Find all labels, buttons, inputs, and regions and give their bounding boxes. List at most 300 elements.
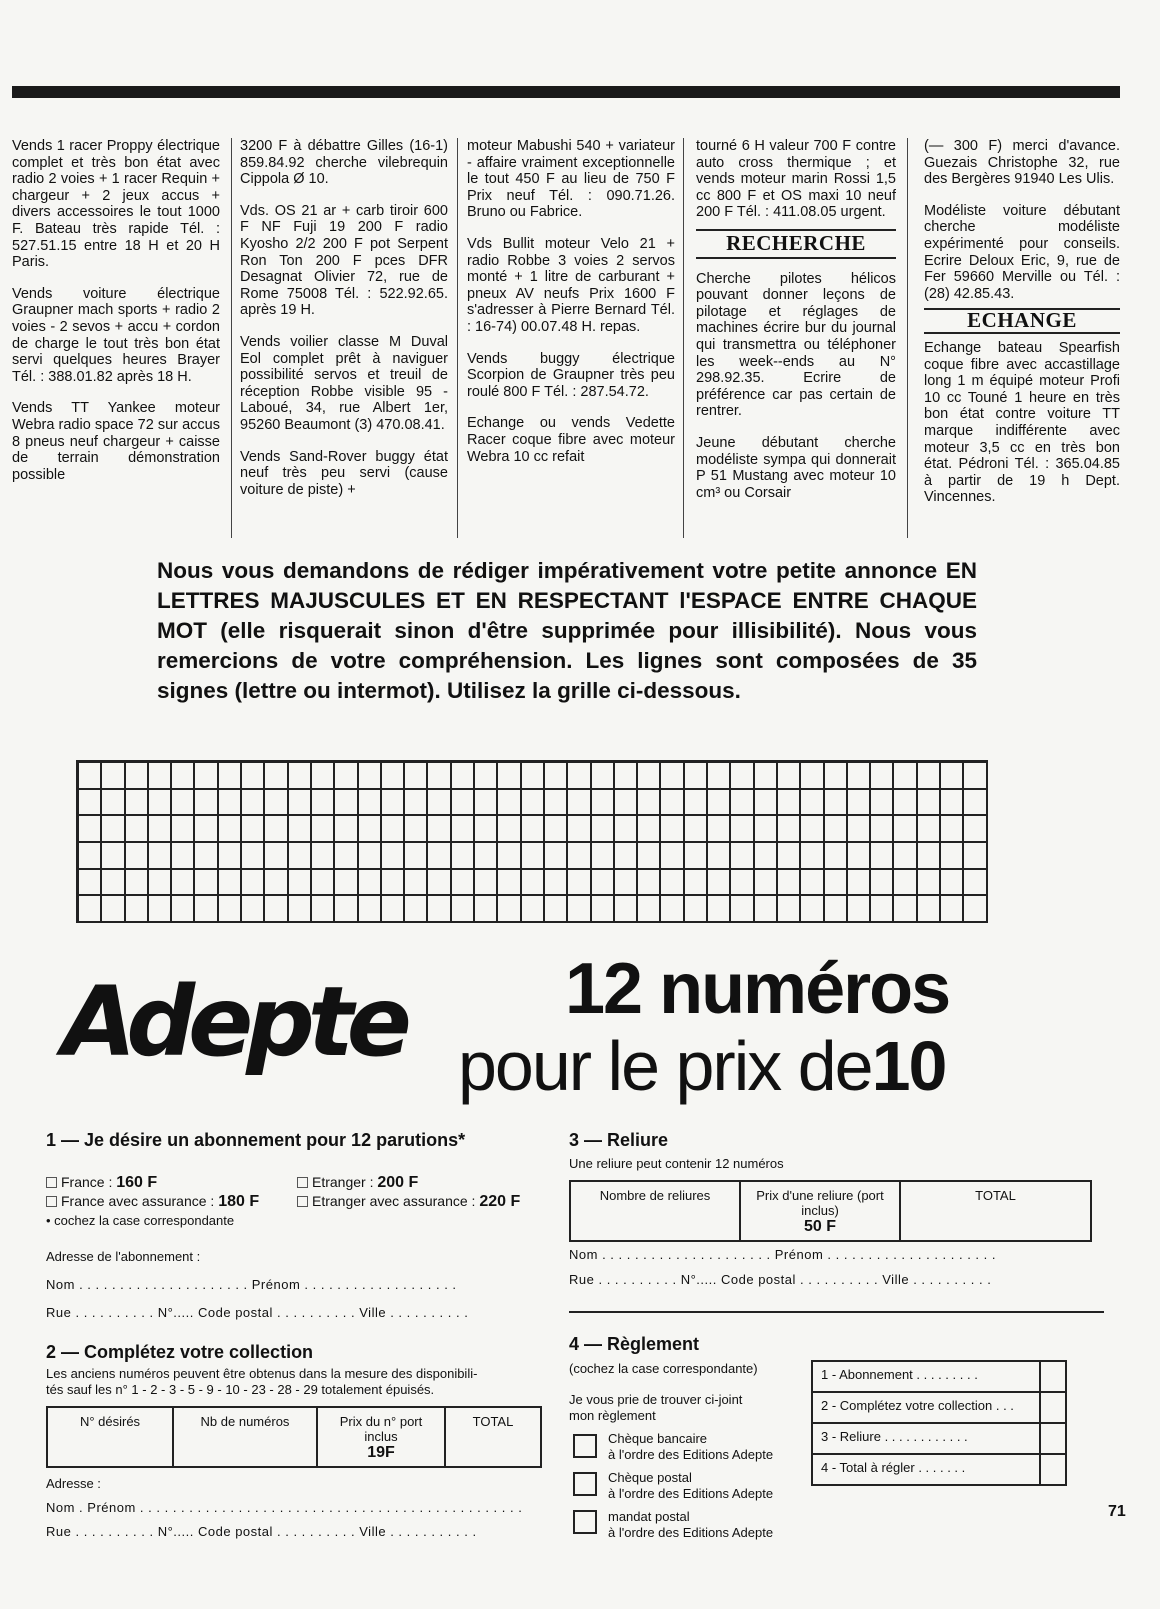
grid-cell[interactable] (195, 763, 218, 790)
subscription-address-label: Adresse de l'abonnement : (46, 1249, 201, 1264)
grid-cell[interactable] (79, 763, 102, 790)
binder-total-cell[interactable] (900, 1181, 1091, 1241)
grid-cell[interactable] (382, 870, 405, 897)
option-france[interactable] (46, 1174, 157, 1192)
grid-cell[interactable] (708, 870, 731, 897)
back-issues-numbers-cell[interactable] (47, 1407, 173, 1467)
grid-cell[interactable] (964, 763, 987, 790)
grid-cell[interactable] (265, 816, 288, 843)
grid-cell[interactable] (79, 843, 102, 870)
grid-cell[interactable] (428, 816, 451, 843)
grid-cell[interactable] (312, 816, 335, 843)
grid-cell[interactable] (638, 896, 661, 923)
grid-cell[interactable] (731, 896, 754, 923)
grid-cell[interactable] (172, 790, 195, 817)
grid-cell[interactable] (894, 843, 917, 870)
grid-cell[interactable] (918, 870, 941, 897)
grid-cell[interactable] (312, 896, 335, 923)
grid-cell[interactable] (592, 843, 615, 870)
payment-label: à l'ordre des Editions Adepte (608, 1486, 774, 1501)
grid-cell[interactable] (79, 816, 102, 843)
grid-cell[interactable] (848, 816, 871, 843)
name-field-row[interactable]: Nom . Prénom . . . . . . . . . . . . . . . . . . . . . . . . . . . . . . . . . . . . . . . . . . . . . . . (46, 1500, 523, 1515)
grid-cell[interactable] (941, 790, 964, 817)
field-label: Nom (569, 1247, 598, 1262)
grid-cell[interactable] (172, 870, 195, 897)
grid-cell[interactable] (382, 843, 405, 870)
grid-cell[interactable] (475, 870, 498, 897)
option-price: 180 F (218, 1193, 260, 1210)
grid-cell[interactable] (522, 843, 545, 870)
grid-cell[interactable] (661, 896, 684, 923)
section-1-title: 1 — Je désire un abonnement pour 12 parutions* (46, 1130, 466, 1150)
grid-cell[interactable] (475, 790, 498, 817)
grid-cell[interactable] (219, 763, 242, 790)
grid-cell[interactable] (964, 896, 987, 923)
payment-checkbox-cheque-postal[interactable] (573, 1472, 597, 1496)
grid-cell[interactable] (941, 816, 964, 843)
grid-cell[interactable] (894, 790, 917, 817)
ad-entry-grid[interactable] (76, 760, 988, 923)
grid-cell[interactable] (708, 763, 731, 790)
binder-count-cell[interactable] (570, 1181, 740, 1241)
option-etranger-assurance[interactable] (297, 1193, 520, 1211)
grid-cell[interactable] (498, 763, 521, 790)
grid-cell[interactable] (172, 763, 195, 790)
grid-cell[interactable] (428, 896, 451, 923)
grid-cell[interactable] (778, 790, 801, 817)
grid-row (79, 763, 988, 790)
grid-cell[interactable] (801, 816, 824, 843)
grid-cell[interactable] (102, 870, 125, 897)
grid-cell[interactable] (522, 870, 545, 897)
grid-cell[interactable] (685, 816, 708, 843)
grid-cell[interactable] (405, 816, 428, 843)
checkbox-note: • cochez la case correspondante (46, 1213, 235, 1228)
section-3-text: Une reliure peut contenir 12 numéros (569, 1156, 784, 1171)
grid-row (79, 896, 988, 923)
grid-row (79, 816, 988, 843)
classified-ad: 3200 F à débattre Gilles (16-1) 859.84.92 cherche vilebrequin Cippola Ø 10. (240, 138, 448, 188)
grid-cell[interactable] (172, 816, 195, 843)
grid-cell[interactable] (685, 790, 708, 817)
grid-cell[interactable] (871, 896, 894, 923)
grid-cell[interactable] (102, 843, 125, 870)
grid-cell[interactable] (545, 763, 568, 790)
grid-cell[interactable] (289, 763, 312, 790)
grid-cell[interactable] (126, 816, 149, 843)
column-divider (907, 138, 908, 538)
grid-cell[interactable] (615, 816, 638, 843)
grid-cell[interactable] (801, 790, 824, 817)
grid-cell[interactable] (335, 896, 358, 923)
grid-cell[interactable] (708, 816, 731, 843)
grid-cell[interactable] (126, 896, 149, 923)
grid-cell[interactable] (568, 896, 591, 923)
grid-cell[interactable] (219, 816, 242, 843)
grid-cell[interactable] (126, 763, 149, 790)
grid-cell[interactable] (755, 790, 778, 817)
grid-cell[interactable] (918, 790, 941, 817)
grid-cell[interactable] (638, 870, 661, 897)
grid-cell[interactable] (894, 763, 917, 790)
field-label: N°..... (157, 1524, 194, 1539)
grid-cell[interactable] (755, 870, 778, 897)
grid-cell[interactable] (359, 843, 382, 870)
price-value: 50 F (803, 1218, 836, 1235)
grid-cell[interactable] (126, 790, 149, 817)
grid-cell[interactable] (428, 843, 451, 870)
grid-cell[interactable] (289, 790, 312, 817)
grid-cell[interactable] (149, 843, 172, 870)
grid-cell[interactable] (242, 870, 265, 897)
grid-cell[interactable] (522, 896, 545, 923)
classified-column-3 (467, 138, 675, 538)
grid-cell[interactable] (149, 870, 172, 897)
grid-cell[interactable] (195, 816, 218, 843)
classified-ad: Vds Bullit moteur Velo 21 + radio Robbe 3 voies 2 servos monté + 1 litre de carburant + pneux AV neufs Prix 1600 F s'adresser à Pierre Bernard Tél. : 16-74) 00.07.48 H. repas. (467, 235, 675, 335)
grid-cell[interactable] (545, 790, 568, 817)
back-issues-total-cell[interactable] (445, 1407, 541, 1467)
classified-ad: Modéliste voiture débutant cherche modéliste expérimenté pour conseils. Ecrire Deloux Eric, 9, rue de Fer 59660 Merville ou Tél. : (28) 42.85.43. (924, 202, 1120, 302)
grid-cell[interactable] (335, 816, 358, 843)
grid-cell[interactable] (382, 790, 405, 817)
field-label: Nom (46, 1277, 75, 1292)
grid-cell[interactable] (731, 790, 754, 817)
grid-cell[interactable] (568, 843, 591, 870)
grid-cell[interactable] (941, 870, 964, 897)
grid-cell[interactable] (568, 816, 591, 843)
section-heading-recherche: RECHERCHE (696, 229, 896, 259)
grid-cell[interactable] (592, 790, 615, 817)
grid-cell[interactable] (685, 896, 708, 923)
grid-cell[interactable] (615, 763, 638, 790)
classified-ad: moteur Mabushi 540 + variateur - affaire vraiment exceptionnelle le tout 450 F au lieu de 750 F Prix neuf Tél. : 090.71.26. Bruno ou Fabrice. (467, 138, 675, 221)
address-field-row[interactable]: Rue . . . . . . . . . . N°..... Code postal . . . . . . . . . . Ville . . . . . . . . . . (46, 1305, 469, 1320)
grid-cell[interactable] (102, 896, 125, 923)
option-etranger[interactable] (297, 1174, 418, 1192)
grid-cell[interactable] (638, 843, 661, 870)
grid-cell[interactable] (289, 843, 312, 870)
grid-cell[interactable] (265, 896, 288, 923)
table-header: TOTAL (472, 1414, 514, 1429)
grid-cell[interactable] (405, 843, 428, 870)
checkbox[interactable] (297, 1196, 308, 1207)
grid-cell[interactable] (79, 896, 102, 923)
grid-cell[interactable] (661, 763, 684, 790)
grid-cell[interactable] (452, 763, 475, 790)
grid-cell[interactable] (428, 763, 451, 790)
grid-cell[interactable] (452, 816, 475, 843)
grid-cell[interactable] (359, 896, 382, 923)
grid-cell[interactable] (661, 870, 684, 897)
grid-cell[interactable] (894, 896, 917, 923)
grid-cell[interactable] (731, 870, 754, 897)
option-france-assurance[interactable] (46, 1193, 259, 1211)
price-value: 19F (367, 1444, 395, 1461)
grid-cell[interactable] (801, 870, 824, 897)
grid-cell[interactable] (498, 790, 521, 817)
grid-cell[interactable] (825, 816, 848, 843)
grid-cell[interactable] (801, 896, 824, 923)
grid-cell[interactable] (615, 790, 638, 817)
grid-cell[interactable] (871, 763, 894, 790)
grid-cell[interactable] (312, 763, 335, 790)
grid-cell[interactable] (79, 790, 102, 817)
summary-label: 1 - Abonnement (821, 1367, 913, 1382)
summary-amount-cell[interactable] (1040, 1392, 1066, 1423)
grid-cell[interactable] (452, 870, 475, 897)
grid-cell[interactable] (848, 843, 871, 870)
grid-cell[interactable] (102, 816, 125, 843)
grid-cell[interactable] (801, 843, 824, 870)
payment-checkbox-cheque-bancaire[interactable] (573, 1434, 597, 1458)
grid-cell[interactable] (592, 896, 615, 923)
grid-cell[interactable] (685, 870, 708, 897)
grid-cell[interactable] (848, 896, 871, 923)
grid-cell[interactable] (359, 790, 382, 817)
grid-cell[interactable] (638, 816, 661, 843)
grid-cell[interactable] (755, 896, 778, 923)
grid-cell[interactable] (708, 896, 731, 923)
grid-cell[interactable] (359, 763, 382, 790)
grid-cell[interactable] (894, 870, 917, 897)
address-field-row[interactable]: Rue . . . . . . . . . . N°..... Code postal . . . . . . . . . . Ville . . . . . . . . . . (569, 1272, 992, 1287)
grid-cell[interactable] (592, 870, 615, 897)
grid-cell[interactable] (825, 763, 848, 790)
grid-cell[interactable] (452, 896, 475, 923)
grid-cell[interactable] (312, 790, 335, 817)
grid-cell[interactable] (755, 816, 778, 843)
grid-cell[interactable] (475, 763, 498, 790)
grid-cell[interactable] (195, 843, 218, 870)
subscription-headline-2 (458, 1028, 945, 1104)
grid-cell[interactable] (312, 870, 335, 897)
grid-cell[interactable] (126, 843, 149, 870)
grid-cell[interactable] (475, 896, 498, 923)
grid-cell[interactable] (102, 763, 125, 790)
classifieds-columns (12, 138, 1120, 538)
grid-cell[interactable] (871, 816, 894, 843)
grid-cell[interactable] (522, 790, 545, 817)
grid-cell[interactable] (242, 816, 265, 843)
summary-amount-cell[interactable] (1040, 1423, 1066, 1454)
grid-cell[interactable] (405, 763, 428, 790)
grid-cell[interactable] (871, 843, 894, 870)
grid-cell[interactable] (638, 763, 661, 790)
grid-cell[interactable] (382, 763, 405, 790)
checkbox[interactable] (46, 1177, 57, 1188)
grid-cell[interactable] (335, 790, 358, 817)
grid-cell[interactable] (475, 816, 498, 843)
summary-amount-cell[interactable] (1040, 1361, 1066, 1392)
grid-cell[interactable] (825, 790, 848, 817)
grid-cell[interactable] (405, 870, 428, 897)
grid-cell[interactable] (894, 816, 917, 843)
grid-cell[interactable] (359, 816, 382, 843)
grid-cell[interactable] (545, 896, 568, 923)
grid-cell[interactable] (568, 790, 591, 817)
grid-cell[interactable] (126, 870, 149, 897)
grid-cell[interactable] (638, 790, 661, 817)
grid-cell[interactable] (871, 790, 894, 817)
grid-cell[interactable] (941, 896, 964, 923)
grid-cell[interactable] (825, 870, 848, 897)
grid-cell[interactable] (918, 896, 941, 923)
grid-cell[interactable] (755, 843, 778, 870)
grid-cell[interactable] (778, 896, 801, 923)
grid-cell[interactable] (825, 896, 848, 923)
grid-cell[interactable] (172, 896, 195, 923)
grid-cell[interactable] (801, 763, 824, 790)
grid-cell[interactable] (149, 763, 172, 790)
grid-cell[interactable] (545, 816, 568, 843)
grid-cell[interactable] (289, 870, 312, 897)
grid-cell[interactable] (242, 763, 265, 790)
section-2-text: Les anciens numéros peuvent être obtenus dans la mesure des disponibili- (46, 1366, 478, 1381)
payment-checkbox-mandat-postal[interactable] (573, 1510, 597, 1534)
summary-amount-cell[interactable] (1040, 1454, 1066, 1485)
grid-cell[interactable] (498, 870, 521, 897)
grid-cell[interactable] (149, 816, 172, 843)
grid-cell[interactable] (848, 790, 871, 817)
name-field-row[interactable]: Nom . . . . . . . . . . . . . . . . . . . . . Prénom . . . . . . . . . . . . . . . . . . . (46, 1277, 457, 1292)
grid-cell[interactable] (592, 816, 615, 843)
grid-cell[interactable] (685, 763, 708, 790)
grid-cell[interactable] (545, 843, 568, 870)
grid-cell[interactable] (405, 790, 428, 817)
grid-cell[interactable] (661, 790, 684, 817)
grid-cell[interactable] (219, 843, 242, 870)
grid-cell[interactable] (615, 870, 638, 897)
classified-ad: (— 300 F) merci d'avance. Guezais Christophe 32, rue des Bergères 91940 Les Ulis. (924, 138, 1120, 188)
grid-row (79, 870, 988, 897)
grid-cell[interactable] (452, 790, 475, 817)
section-2-text: tés sauf les n° 1 - 2 - 3 - 5 - 9 - 10 - 23 - 28 - 29 totalement épuisés. (46, 1382, 435, 1397)
grid-cell[interactable] (778, 763, 801, 790)
grid-cell[interactable] (918, 763, 941, 790)
grid-cell[interactable] (661, 843, 684, 870)
field-label: Ville (882, 1272, 910, 1287)
grid-cell[interactable] (731, 843, 754, 870)
grid-cell[interactable] (498, 843, 521, 870)
grid-cell[interactable] (918, 843, 941, 870)
classified-column-4 (696, 138, 896, 538)
grid-cell[interactable] (265, 790, 288, 817)
grid-cell[interactable] (312, 843, 335, 870)
grid-cell[interactable] (335, 870, 358, 897)
classified-column-5 (924, 138, 1120, 538)
grid-cell[interactable] (242, 843, 265, 870)
grid-cell[interactable] (428, 790, 451, 817)
table-header: Prix du n° port inclus (339, 1414, 423, 1444)
grid-cell[interactable] (568, 763, 591, 790)
grid-cell[interactable] (195, 870, 218, 897)
grid-cell[interactable] (568, 870, 591, 897)
grid-cell[interactable] (964, 816, 987, 843)
grid-cell[interactable] (918, 816, 941, 843)
grid-cell[interactable] (405, 896, 428, 923)
grid-cell[interactable] (172, 843, 195, 870)
grid-cell[interactable] (335, 763, 358, 790)
column-divider (683, 138, 684, 538)
grid-cell[interactable] (219, 896, 242, 923)
grid-cell[interactable] (219, 790, 242, 817)
grid-cell[interactable] (755, 763, 778, 790)
grid-cell[interactable] (149, 790, 172, 817)
grid-cell[interactable] (778, 843, 801, 870)
grid-cell[interactable] (871, 870, 894, 897)
grid-cell[interactable] (242, 790, 265, 817)
checkbox[interactable] (297, 1177, 308, 1188)
grid-cell[interactable] (289, 816, 312, 843)
option-price: 200 F (377, 1174, 419, 1191)
grid-cell[interactable] (149, 896, 172, 923)
grid-cell[interactable] (848, 870, 871, 897)
grid-cell[interactable] (848, 763, 871, 790)
grid-row (79, 790, 988, 817)
grid-cell[interactable] (265, 843, 288, 870)
grid-cell[interactable] (289, 896, 312, 923)
grid-cell[interactable] (964, 790, 987, 817)
grid-cell[interactable] (778, 816, 801, 843)
grid-cell[interactable] (685, 843, 708, 870)
grid-cell[interactable] (941, 843, 964, 870)
grid-cell[interactable] (382, 896, 405, 923)
grid-cell[interactable] (708, 843, 731, 870)
grid-cell[interactable] (778, 870, 801, 897)
grid-cell[interactable] (195, 790, 218, 817)
grid-cell[interactable] (219, 870, 242, 897)
address-field-row[interactable]: Rue . . . . . . . . . . N°..... Code postal . . . . . . . . . . Ville . . . . . . . . . . . (46, 1524, 477, 1539)
grid-cell[interactable] (265, 870, 288, 897)
grid-cell[interactable] (522, 816, 545, 843)
grid-row (79, 843, 988, 870)
grid-cell[interactable] (661, 816, 684, 843)
grid-cell[interactable] (731, 763, 754, 790)
checkbox[interactable] (46, 1196, 57, 1207)
grid-cell[interactable] (428, 870, 451, 897)
field-label: Rue (46, 1524, 72, 1539)
grid-cell[interactable] (545, 870, 568, 897)
grid-cell[interactable] (102, 790, 125, 817)
grid-cell[interactable] (79, 870, 102, 897)
grid-cell[interactable] (382, 816, 405, 843)
grid-cell[interactable] (265, 763, 288, 790)
grid-cell[interactable] (475, 843, 498, 870)
grid-cell[interactable] (592, 763, 615, 790)
grid-cell[interactable] (964, 870, 987, 897)
name-field-row[interactable]: Nom . . . . . . . . . . . . . . . . . . . . . Prénom . . . . . . . . . . . . . . . . . . . . . (569, 1247, 996, 1262)
grid-cell[interactable] (452, 843, 475, 870)
grid-cell[interactable] (615, 843, 638, 870)
section-4-text: Je vous prie de trouver ci-joint (569, 1392, 743, 1407)
grid-cell[interactable] (498, 896, 521, 923)
grid-cell[interactable] (825, 843, 848, 870)
back-issues-count-cell[interactable] (173, 1407, 317, 1467)
grid-cell[interactable] (731, 816, 754, 843)
grid-cell[interactable] (615, 896, 638, 923)
grid-cell[interactable] (498, 816, 521, 843)
grid-cell[interactable] (708, 790, 731, 817)
grid-cell[interactable] (941, 763, 964, 790)
grid-cell[interactable] (335, 843, 358, 870)
grid-cell[interactable] (359, 870, 382, 897)
grid-cell[interactable] (964, 843, 987, 870)
grid-cell[interactable] (522, 763, 545, 790)
grid-cell[interactable] (242, 896, 265, 923)
grid-cell[interactable] (195, 896, 218, 923)
